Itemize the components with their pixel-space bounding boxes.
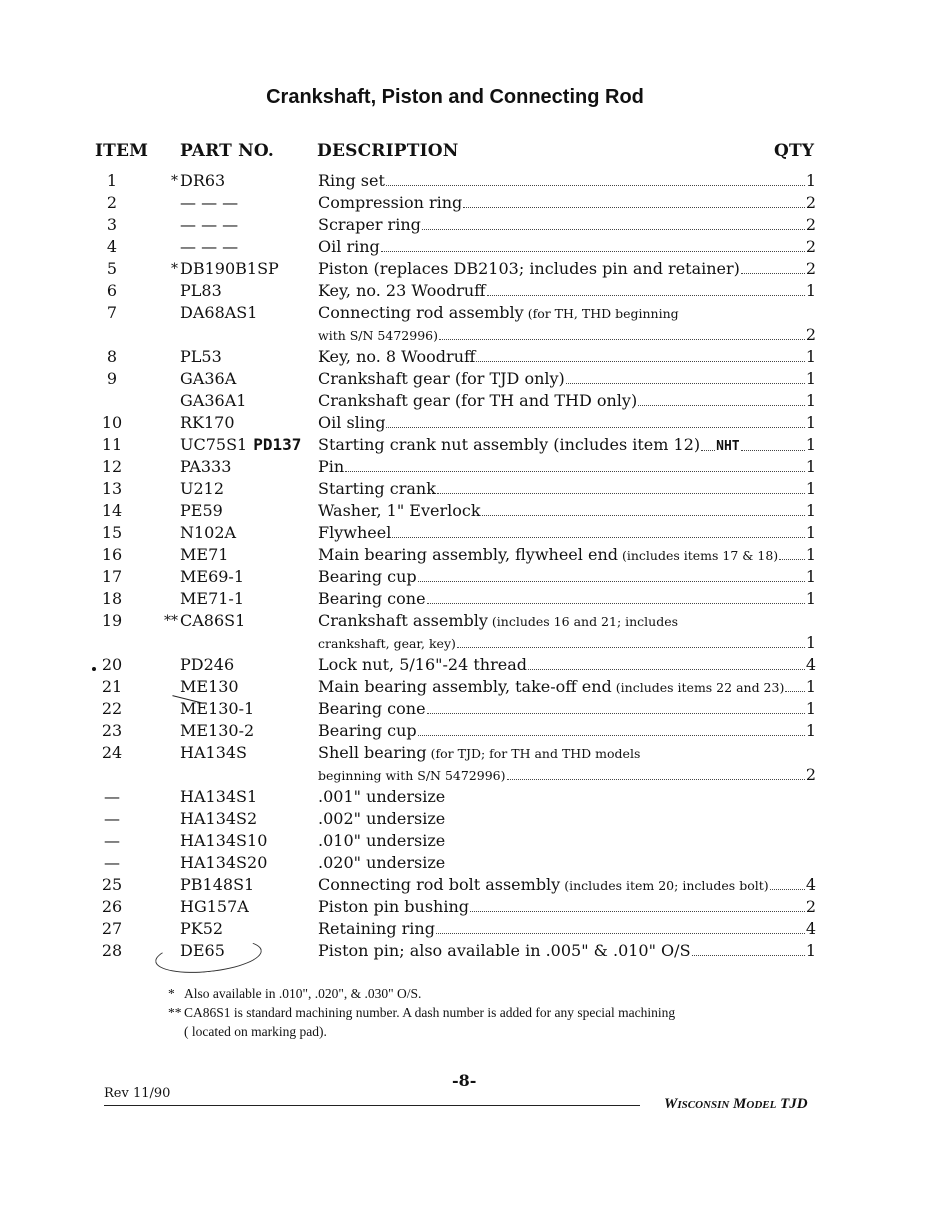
description bbox=[318, 302, 816, 325]
footnotes bbox=[168, 984, 675, 1041]
table-row bbox=[0, 214, 933, 236]
description-text: Oil sling bbox=[318, 413, 386, 432]
table-row bbox=[0, 896, 933, 918]
item-number: — bbox=[104, 831, 120, 850]
table-row bbox=[0, 236, 933, 258]
footnote-text: Also available in .010", .020", & .030" O/S. bbox=[184, 986, 422, 1001]
leader-dots bbox=[392, 537, 805, 538]
quantity: 2 bbox=[805, 193, 816, 212]
table-row bbox=[0, 918, 933, 940]
description-text: Bearing cone bbox=[318, 699, 426, 718]
quantity: 2 bbox=[805, 259, 816, 278]
part-number-text: DA68AS1 bbox=[180, 303, 258, 322]
item-number: 7 bbox=[106, 303, 118, 322]
description bbox=[318, 214, 816, 236]
quantity: 1 bbox=[805, 435, 816, 454]
description-note: with S/N 5472996) bbox=[318, 328, 438, 343]
table-row bbox=[0, 808, 933, 830]
part-number-text: HG157A bbox=[180, 897, 249, 916]
description bbox=[318, 170, 816, 192]
quantity: 1 bbox=[805, 677, 816, 696]
part-number bbox=[180, 522, 236, 544]
part-number bbox=[180, 720, 254, 742]
table-row bbox=[0, 588, 933, 610]
quantity: 1 bbox=[805, 347, 816, 366]
part-number bbox=[180, 478, 224, 500]
item-number: 19 bbox=[101, 611, 123, 630]
description bbox=[318, 192, 816, 214]
part-number-text: GA36A bbox=[180, 369, 237, 388]
leader-dots bbox=[701, 450, 715, 451]
item-number: 18 bbox=[101, 589, 123, 608]
item-number: 15 bbox=[101, 523, 123, 542]
page-number: -8- bbox=[452, 1071, 477, 1090]
description bbox=[318, 610, 816, 633]
quantity: 1 bbox=[805, 501, 816, 520]
part-number bbox=[180, 500, 223, 522]
item-number: 28 bbox=[101, 941, 123, 960]
table-row bbox=[0, 852, 933, 874]
description-text: Washer, 1" Everlock bbox=[318, 501, 481, 520]
part-number-text: RK170 bbox=[180, 413, 235, 432]
item-number: — bbox=[104, 787, 120, 806]
quantity: 1 bbox=[805, 699, 816, 718]
table-row bbox=[0, 280, 933, 302]
item-number: — bbox=[104, 809, 120, 828]
part-number-text: ME69-1 bbox=[180, 567, 245, 586]
description-text: Bearing cup bbox=[318, 567, 417, 586]
description-text: Flywheel bbox=[318, 523, 392, 542]
description-text: Main bearing assembly, take-off end bbox=[318, 677, 612, 696]
description bbox=[318, 720, 816, 742]
description-text: Shell bearing bbox=[318, 743, 427, 762]
quantity: 1 bbox=[805, 941, 816, 960]
description-note: (for TJD; for TH and THD models bbox=[430, 746, 641, 761]
item-number: 27 bbox=[101, 919, 123, 938]
quantity: 1 bbox=[805, 523, 816, 542]
description-text: Bearing cone bbox=[318, 589, 426, 608]
table-row bbox=[0, 258, 933, 280]
part-number-text: HA134S1 bbox=[180, 787, 258, 806]
leader-dots bbox=[487, 295, 805, 296]
description bbox=[318, 896, 816, 918]
quantity: 1 bbox=[805, 413, 816, 432]
leader-dots bbox=[741, 273, 805, 274]
table-row bbox=[0, 830, 933, 852]
table-row bbox=[0, 390, 933, 412]
leader-dots bbox=[507, 779, 805, 780]
footnote-marker bbox=[168, 1022, 184, 1041]
leader-dots bbox=[476, 361, 804, 362]
description bbox=[318, 676, 816, 699]
item-number: 4 bbox=[106, 237, 118, 256]
part-number-text: CA86S1 bbox=[180, 611, 246, 630]
handwritten-part-note: PD137 bbox=[253, 435, 302, 454]
leader-dots bbox=[770, 889, 805, 890]
col-header-item: ITEM bbox=[95, 141, 149, 161]
description bbox=[318, 698, 816, 720]
leader-dots bbox=[470, 911, 805, 912]
part-number bbox=[180, 918, 223, 940]
description-note: (includes items 22 and 23) bbox=[615, 680, 785, 695]
table-row bbox=[0, 478, 933, 500]
description-text: Connecting rod bolt assembly bbox=[318, 875, 561, 894]
table-row bbox=[0, 500, 933, 522]
quantity: 1 bbox=[805, 457, 816, 476]
description-text: Starting crank nut assembly (includes item 12) bbox=[318, 435, 701, 454]
item-number: 26 bbox=[101, 897, 123, 916]
description bbox=[318, 654, 816, 676]
description bbox=[318, 478, 816, 500]
quantity: 2 bbox=[805, 215, 816, 234]
part-number-text: HA134S bbox=[180, 743, 248, 762]
leader-dots bbox=[427, 603, 805, 604]
part-number bbox=[180, 258, 279, 280]
part-number bbox=[180, 610, 245, 632]
table-row bbox=[0, 940, 933, 962]
leader-dots bbox=[439, 339, 805, 340]
description-text: Lock nut, 5/16"-24 thread bbox=[318, 655, 527, 674]
item-number: 11 bbox=[101, 435, 123, 454]
leader-dots bbox=[463, 207, 805, 208]
quantity: 4 bbox=[805, 919, 816, 938]
item-number: 2 bbox=[106, 193, 118, 212]
footnote-marker: * bbox=[171, 173, 178, 189]
part-number-text: PD246 bbox=[180, 655, 235, 674]
description-note: beginning with S/N 5472996) bbox=[318, 768, 506, 783]
part-number-text: — — — bbox=[180, 193, 239, 212]
description-note: (includes items 17 & 18) bbox=[622, 548, 779, 563]
description-text: Piston pin bushing bbox=[318, 897, 470, 916]
description-text: Crankshaft assembly bbox=[318, 611, 488, 630]
part-number bbox=[180, 874, 254, 896]
leader-dots bbox=[785, 691, 804, 692]
part-number-text: DE65 bbox=[180, 941, 225, 960]
model-code: TJD bbox=[780, 1096, 808, 1112]
item-number: 5 bbox=[106, 259, 118, 278]
part-number-text: — — — bbox=[180, 215, 239, 234]
handwritten-desc-note: NHT bbox=[716, 439, 740, 454]
description bbox=[318, 742, 816, 765]
part-number bbox=[180, 896, 249, 918]
leader-dots bbox=[427, 713, 805, 714]
part-number bbox=[180, 544, 228, 566]
leader-dots bbox=[528, 669, 805, 670]
description bbox=[318, 368, 816, 390]
part-number bbox=[180, 566, 244, 588]
description-text: Retaining ring bbox=[318, 919, 435, 938]
description bbox=[318, 808, 816, 830]
description-text: .002" undersize bbox=[318, 809, 446, 828]
table-row bbox=[0, 544, 933, 566]
quantity: 4 bbox=[805, 875, 816, 894]
part-number bbox=[180, 280, 222, 302]
part-number bbox=[180, 236, 238, 258]
part-number bbox=[180, 214, 238, 236]
quantity: 1 bbox=[805, 589, 816, 608]
leader-dots bbox=[386, 427, 804, 428]
part-number-text: PA333 bbox=[180, 457, 232, 476]
item-number: 25 bbox=[101, 875, 123, 894]
leader-dots bbox=[692, 955, 805, 956]
quantity: 1 bbox=[805, 545, 816, 564]
table-row bbox=[0, 324, 933, 346]
footer-rule bbox=[104, 1105, 640, 1106]
item-number: 20 bbox=[101, 655, 123, 674]
leader-dots bbox=[741, 450, 805, 451]
footnote-marker: * bbox=[171, 261, 178, 277]
description bbox=[318, 852, 816, 874]
table-row bbox=[0, 522, 933, 544]
description bbox=[318, 566, 816, 588]
table-row bbox=[0, 874, 933, 896]
part-number-text: PB148S1 bbox=[180, 875, 255, 894]
description bbox=[318, 412, 816, 434]
table-row bbox=[0, 192, 933, 214]
pen-dot-mark bbox=[92, 667, 96, 671]
description-text: Crankshaft gear (for TJD only) bbox=[318, 369, 565, 388]
table-row bbox=[0, 720, 933, 742]
table-row bbox=[0, 346, 933, 368]
part-number-text: — — — bbox=[180, 237, 239, 256]
part-number-text: HA134S2 bbox=[180, 809, 258, 828]
part-number-text: UC75S1 bbox=[180, 435, 248, 454]
description bbox=[318, 632, 816, 655]
leader-dots bbox=[422, 229, 805, 230]
part-number bbox=[180, 808, 257, 830]
leader-dots bbox=[418, 735, 805, 736]
table-row bbox=[0, 654, 933, 676]
description-note: (includes item 20; includes bolt) bbox=[564, 878, 769, 893]
part-number-text: ME130 bbox=[180, 677, 239, 696]
table-row bbox=[0, 170, 933, 192]
part-number-text: ME71 bbox=[180, 545, 229, 564]
quantity: 1 bbox=[805, 721, 816, 740]
part-number-text: PL53 bbox=[180, 347, 222, 366]
footnote-marker: ** bbox=[164, 613, 178, 629]
part-number-text: HA134S20 bbox=[180, 853, 268, 872]
table-row bbox=[0, 676, 933, 698]
item-number: 14 bbox=[101, 501, 123, 520]
item-number: 22 bbox=[101, 699, 123, 718]
description-text: Piston pin; also available in .005" & .010" O/S bbox=[318, 941, 691, 960]
description bbox=[318, 588, 816, 610]
part-number bbox=[180, 412, 235, 434]
table-row bbox=[0, 786, 933, 808]
footnote-1 bbox=[168, 984, 675, 1003]
footnote-marker: ** bbox=[168, 1005, 182, 1020]
part-number-text: DB190B1SP bbox=[180, 259, 279, 278]
quantity: 1 bbox=[805, 479, 816, 498]
table-row bbox=[0, 764, 933, 786]
item-number: 21 bbox=[101, 677, 123, 696]
item-number: 9 bbox=[106, 369, 118, 388]
quantity: 1 bbox=[805, 281, 816, 300]
leader-dots bbox=[345, 471, 805, 472]
table-row bbox=[0, 610, 933, 632]
quantity: 1 bbox=[805, 369, 816, 388]
model-name: Wisconsin Model bbox=[664, 1096, 777, 1112]
quantity: 1 bbox=[805, 391, 816, 410]
description-text: Piston (replaces DB2103; includes pin and retainer) bbox=[318, 259, 740, 278]
part-number-text: U212 bbox=[180, 479, 225, 498]
leader-dots bbox=[386, 185, 805, 186]
quantity: 2 bbox=[805, 237, 816, 256]
part-number bbox=[180, 390, 246, 412]
part-number bbox=[180, 830, 267, 852]
model-label bbox=[664, 1096, 808, 1113]
item-number: 10 bbox=[101, 413, 123, 432]
quantity: 1 bbox=[805, 633, 816, 652]
description bbox=[318, 786, 816, 808]
part-number bbox=[180, 192, 238, 214]
table-row bbox=[0, 368, 933, 390]
part-number-text: PE59 bbox=[180, 501, 223, 520]
part-number bbox=[180, 368, 236, 390]
leader-dots bbox=[437, 493, 805, 494]
description bbox=[318, 764, 816, 787]
description-text: Connecting rod assembly bbox=[318, 303, 524, 322]
description-text: Oil ring bbox=[318, 237, 380, 256]
item-number: 13 bbox=[101, 479, 123, 498]
description-text: Compression ring bbox=[318, 193, 463, 212]
description bbox=[318, 544, 816, 567]
footnote-text: CA86S1 is standard machining number. A dash number is added for any special machining bbox=[184, 1005, 676, 1020]
part-number-text: PL83 bbox=[180, 281, 222, 300]
description-text: Pin bbox=[318, 457, 345, 476]
page-title: Crankshaft, Piston and Connecting Rod bbox=[266, 86, 644, 108]
part-number-text: ME130-2 bbox=[180, 721, 255, 740]
col-header-qty: QTY bbox=[774, 141, 815, 161]
description-text: .020" undersize bbox=[318, 853, 446, 872]
part-number bbox=[180, 170, 225, 192]
part-number bbox=[180, 786, 257, 808]
col-header-description: DESCRIPTION bbox=[317, 141, 459, 161]
item-number: 24 bbox=[101, 743, 123, 762]
leader-dots bbox=[779, 559, 805, 560]
item-number: 1 bbox=[106, 171, 118, 190]
item-number: 23 bbox=[101, 721, 123, 740]
item-number: 16 bbox=[101, 545, 123, 564]
part-number-text: GA36A1 bbox=[180, 391, 247, 410]
description-text: .001" undersize bbox=[318, 787, 446, 806]
table-row bbox=[0, 742, 933, 764]
description-note: (includes 16 and 21; includes bbox=[491, 614, 679, 629]
description-text: Crankshaft gear (for TH and THD only) bbox=[318, 391, 638, 410]
part-number-text: PK52 bbox=[180, 919, 224, 938]
description-text: Bearing cup bbox=[318, 721, 417, 740]
item-number: 8 bbox=[106, 347, 118, 366]
description bbox=[318, 940, 816, 962]
table-row bbox=[0, 698, 933, 720]
description-text: Scraper ring bbox=[318, 215, 421, 234]
description-note: crankshaft, gear, key) bbox=[318, 636, 456, 651]
quantity: 1 bbox=[805, 171, 816, 190]
part-number bbox=[180, 588, 244, 610]
part-number-text: ME71-1 bbox=[180, 589, 245, 608]
description-text: Ring set bbox=[318, 171, 385, 190]
part-number bbox=[180, 852, 267, 874]
item-number: 12 bbox=[101, 457, 123, 476]
leader-dots bbox=[638, 405, 805, 406]
description bbox=[318, 456, 816, 478]
description-note: (for TH, THD beginning bbox=[527, 306, 679, 321]
table-row bbox=[0, 302, 933, 324]
part-number bbox=[180, 302, 257, 324]
table-row bbox=[0, 632, 933, 654]
description-text: .010" undersize bbox=[318, 831, 446, 850]
footnote-2 bbox=[168, 1003, 675, 1022]
description-text: Key, no. 8 Woodruff bbox=[318, 347, 476, 366]
description bbox=[318, 830, 816, 852]
description bbox=[318, 236, 816, 258]
part-number bbox=[180, 346, 222, 368]
description bbox=[318, 522, 816, 544]
leader-dots bbox=[566, 383, 805, 384]
part-number bbox=[180, 456, 231, 478]
part-number bbox=[180, 434, 301, 456]
description bbox=[318, 390, 816, 412]
leader-dots bbox=[418, 581, 805, 582]
col-header-part-no: PART NO. bbox=[180, 141, 275, 161]
quantity: 4 bbox=[805, 655, 816, 674]
description-text: Key, no. 23 Woodruff bbox=[318, 281, 486, 300]
table-row bbox=[0, 566, 933, 588]
part-number bbox=[180, 676, 239, 698]
parts-table bbox=[0, 170, 933, 962]
item-number: — bbox=[104, 853, 120, 872]
item-number: 17 bbox=[101, 567, 123, 586]
description bbox=[318, 434, 816, 458]
table-row bbox=[0, 434, 933, 456]
description bbox=[318, 258, 816, 280]
quantity: 2 bbox=[805, 765, 816, 784]
quantity: 2 bbox=[805, 897, 816, 916]
description bbox=[318, 280, 816, 302]
revision-label: Rev 11/90 bbox=[104, 1086, 171, 1101]
description bbox=[318, 346, 816, 368]
description bbox=[318, 324, 816, 347]
description bbox=[318, 500, 816, 522]
part-number-text: HA134S10 bbox=[180, 831, 268, 850]
item-number: 6 bbox=[106, 281, 118, 300]
leader-dots bbox=[457, 647, 805, 648]
table-row bbox=[0, 412, 933, 434]
leader-dots bbox=[436, 933, 805, 934]
description-text: Main bearing assembly, flywheel end bbox=[318, 545, 618, 564]
part-number bbox=[180, 742, 247, 764]
part-number-text: N102A bbox=[180, 523, 237, 542]
description-text: Starting crank bbox=[318, 479, 436, 498]
footnote-3 bbox=[168, 1022, 675, 1041]
quantity: 1 bbox=[805, 567, 816, 586]
part-number-text: DR63 bbox=[180, 171, 226, 190]
description bbox=[318, 918, 816, 940]
leader-dots bbox=[381, 251, 805, 252]
footnote-text: ( located on marking pad). bbox=[184, 1024, 327, 1039]
part-number bbox=[180, 698, 254, 720]
part-number-text: ME130-1 bbox=[180, 699, 255, 718]
description bbox=[318, 874, 816, 897]
quantity: 2 bbox=[805, 325, 816, 344]
part-number bbox=[180, 654, 234, 676]
table-row bbox=[0, 456, 933, 478]
leader-dots bbox=[482, 515, 805, 516]
footnote-marker: * bbox=[168, 986, 175, 1001]
item-number: 3 bbox=[106, 215, 118, 234]
